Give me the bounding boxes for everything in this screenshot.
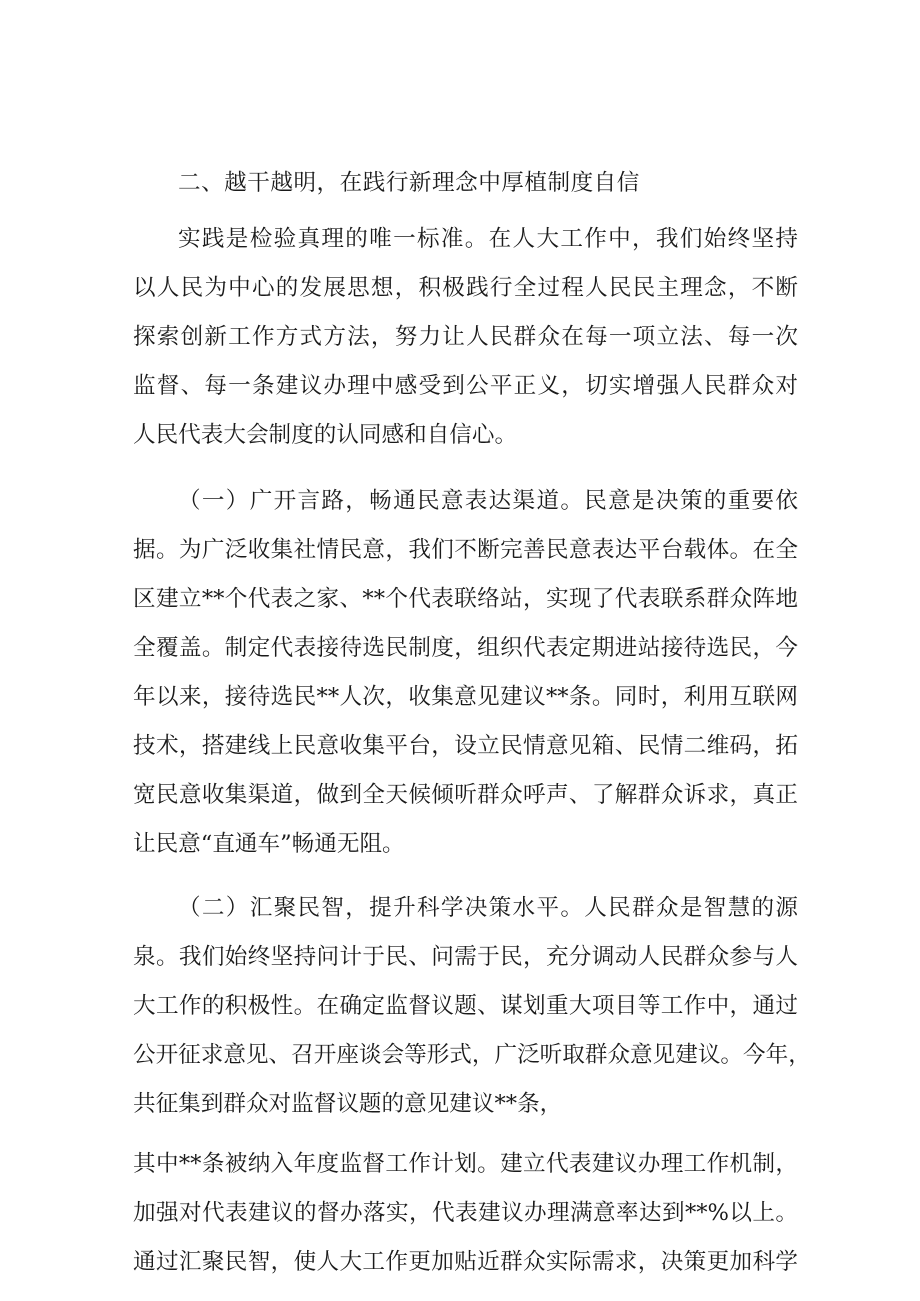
text-line: 探索创新工作方式方法，努力让人民群众在每一项立法、每一次 bbox=[133, 324, 798, 350]
text-line: （二）汇聚民智，提升科学决策水平。人民群众是智慧的源 bbox=[178, 895, 798, 921]
text-line: 通过汇聚民智，使人大工作更加贴近群众实际需求，决策更加科学 bbox=[133, 1249, 798, 1275]
text-line: 监督、每一条建议办理中感受到公平正义，切实增强人民群众对 bbox=[133, 373, 798, 399]
text-line: 据。为广泛收集社情民意，我们不断完善民意表达平台载体。在全 bbox=[133, 537, 798, 563]
text-line: 公开征求意见、召开座谈会等形式，广泛听取群众意见建议。今年， bbox=[133, 1042, 811, 1068]
text-line: 共征集到群众对监督议题的意见建议**条， bbox=[133, 1091, 563, 1117]
section-heading: 二、越干越明，在践行新理念中厚植制度自信 bbox=[178, 170, 640, 196]
text-line: 以人民为中心的发展思想，积极践行全过程人民民主理念，不断 bbox=[133, 275, 798, 301]
text-line: 年以来，接待选民**人次，收集意见建议**条。同时，利用互联网 bbox=[133, 684, 798, 710]
text-line: 加强对代表建议的督办落实，代表建议办理满意率达到**%以上。 bbox=[133, 1200, 798, 1226]
text-line: 大工作的积极性。在确定监督议题、谋划重大项目等工作中，通过 bbox=[133, 993, 798, 1019]
text-line: 让民意“直通车”畅通无阻。 bbox=[133, 831, 405, 857]
text-line: 其中**条被纳入年度监督工作计划。建立代表建议办理工作机制， bbox=[133, 1151, 798, 1177]
text-line: （一）广开言路，畅通民意表达渠道。民意是决策的重要依 bbox=[178, 488, 798, 514]
text-line: 宽民意收集渠道，做到全天候倾听群众呼声、了解群众诉求，真正 bbox=[133, 782, 798, 808]
text-line: 区建立**个代表之家、**个代表联络站，实现了代表联系群众阵地 bbox=[133, 586, 798, 612]
text-line: 泉。我们始终坚持问计于民、问需于民，充分调动人民群众参与人 bbox=[133, 944, 798, 970]
text-line: 人民代表大会制度的认同感和自信心。 bbox=[133, 422, 518, 448]
text-line: 全覆盖。制定代表接待选民制度，组织代表定期进站接待选民，今 bbox=[133, 635, 798, 661]
text-line: 实践是检验真理的唯一标准。在人大工作中，我们始终坚持 bbox=[178, 226, 798, 252]
text-line: 技术，搭建线上民意收集平台，设立民情意见箱、民情二维码，拓 bbox=[133, 733, 798, 759]
